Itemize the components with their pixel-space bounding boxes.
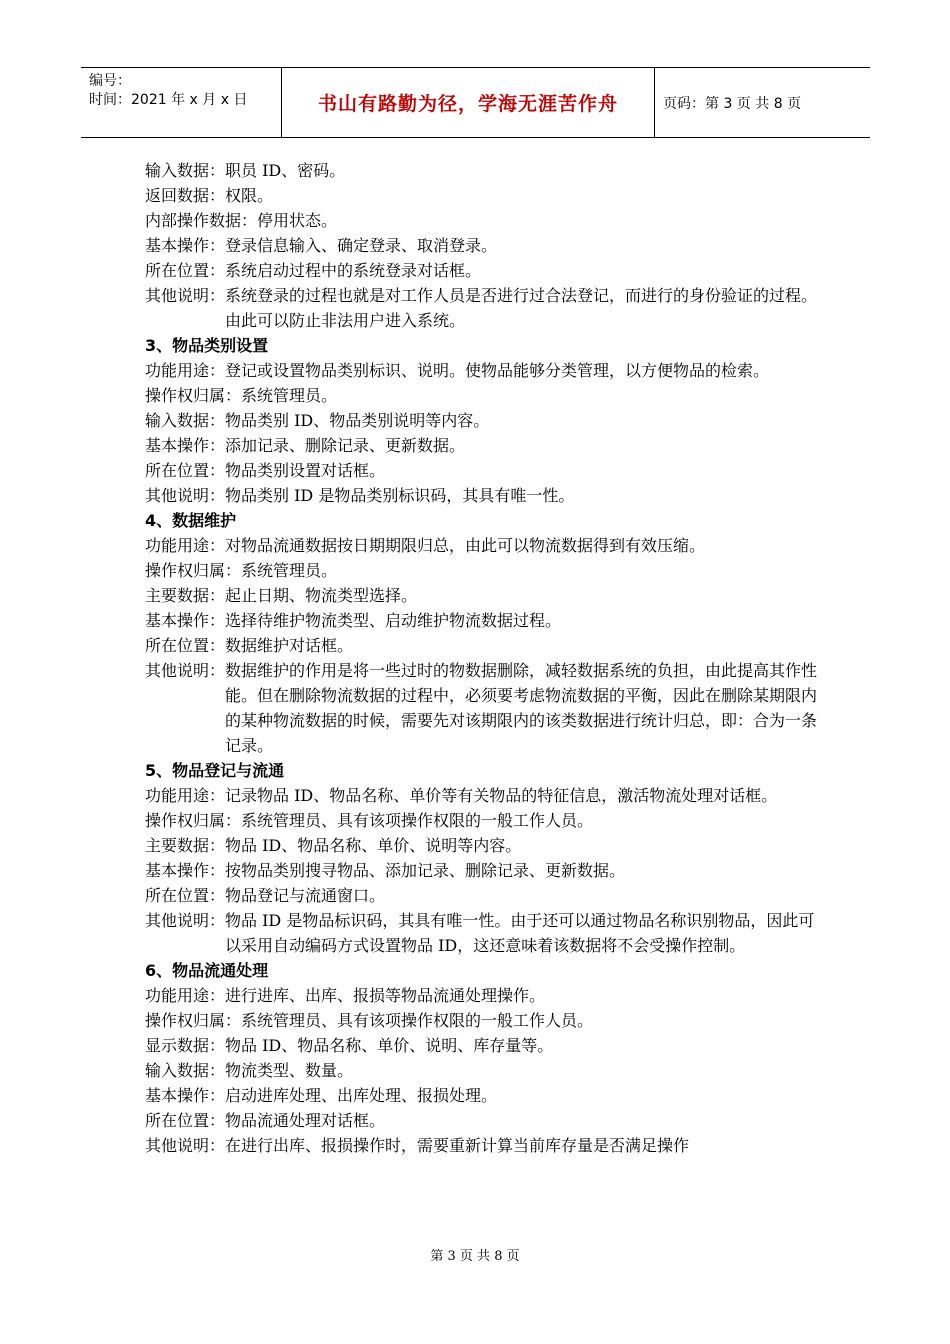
field-value: 物品类别 ID 是物品类别标识码，其具有唯一性。	[225, 486, 575, 505]
field-value: 物品登记与流通窗口。	[225, 886, 386, 905]
field-row	[145, 858, 820, 883]
field-row	[145, 283, 820, 333]
field-label: 基本操作：	[145, 861, 226, 880]
field-row	[145, 1133, 820, 1158]
field-row	[145, 533, 820, 558]
field-label: 输入数据：	[145, 411, 226, 430]
field-row	[145, 208, 820, 233]
field-label: 主要数据：	[145, 836, 226, 855]
field-label: 所在位置：	[145, 886, 226, 905]
field-row	[145, 358, 820, 383]
field-row	[145, 908, 820, 958]
field-row	[145, 1108, 820, 1133]
field-value: 系统启动过程中的系统登录对话框。	[225, 261, 482, 280]
field-row	[145, 1033, 820, 1058]
field-label: 输入数据：	[145, 1061, 226, 1080]
field-row	[145, 883, 820, 908]
field-value: 选择待维护物流类型、启动维护物流数据过程。	[225, 611, 562, 630]
section-heading: 4、数据维护	[145, 511, 237, 530]
field-label: 输入数据：	[145, 161, 226, 180]
field-label: 功能用途：	[145, 986, 226, 1005]
header-motto: 书山有路勤为径，学海无涯苦作舟	[282, 68, 655, 137]
field-value: 物流类型、数量。	[225, 1061, 354, 1080]
field-value: 登记或设置物品类别标识、说明。使物品能够分类管理，以方便物品的检索。	[225, 361, 770, 380]
field-value: 系统管理员、具有该项操作权限的一般工作人员。	[241, 811, 594, 830]
field-label: 其他说明：	[145, 911, 226, 930]
field-label: 其他说明：	[145, 486, 226, 505]
field-row	[145, 158, 820, 183]
field-value: 职员 ID、密码。	[225, 161, 346, 180]
field-label: 基本操作：	[145, 236, 226, 255]
field-label: 基本操作：	[145, 1086, 226, 1105]
field-value: 进行进库、出库、报损等物品流通处理操作。	[225, 986, 546, 1005]
field-label: 功能用途：	[145, 536, 226, 555]
field-value: 系统管理员。	[241, 386, 338, 405]
field-row	[145, 833, 820, 858]
field-row	[145, 1058, 820, 1083]
field-value: 按物品类别搜寻物品、添加记录、删除记录、更新数据。	[225, 861, 626, 880]
field-label: 操作权归属：	[145, 1011, 242, 1030]
field-label: 所在位置：	[145, 461, 226, 480]
field-label: 操作权归属：	[145, 386, 242, 405]
field-value: 物品 ID、物品名称、单价、说明等内容。	[225, 836, 522, 855]
field-row	[145, 233, 820, 258]
field-value: 系统管理员、具有该项操作权限的一般工作人员。	[241, 1011, 594, 1030]
document-body	[145, 158, 820, 1158]
header-page-number: 页码：第 3 页 共 8 页	[663, 95, 802, 112]
field-label: 显示数据：	[145, 1036, 226, 1055]
field-row	[145, 808, 820, 833]
field-label: 所在位置：	[145, 1111, 226, 1130]
field-value: 记录物品 ID、物品名称、单价等有关物品的特征信息，激活物流处理对话框。	[225, 786, 778, 805]
section-heading: 3、物品类别设置	[145, 336, 269, 355]
section-heading: 5、物品登记与流通	[145, 761, 285, 780]
page-footer: 第 3 页 共 8 页	[430, 1249, 520, 1264]
field-value: 对物品流通数据按日期期限归总，由此可以物流数据得到有效压缩。	[225, 536, 706, 555]
field-row	[145, 383, 820, 408]
field-label: 功能用途：	[145, 361, 226, 380]
field-label: 其他说明：	[145, 1136, 226, 1155]
field-value: 物品类别设置对话框。	[225, 461, 386, 480]
field-value: 添加记录、删除记录、更新数据。	[225, 436, 466, 455]
field-label: 操作权归属：	[145, 811, 242, 830]
field-label: 基本操作：	[145, 436, 226, 455]
field-value: 物品 ID 是物品标识码，其具有唯一性。由于还可以通过物品名称识别物品，因此可以采用自动编码方式设置物品 ID，这还意味着该数据将不会受操作控制。	[225, 911, 815, 955]
field-value: 物品流通处理对话框。	[225, 1111, 386, 1130]
field-label: 内部操作数据：	[145, 211, 258, 230]
field-label: 其他说明：	[145, 286, 226, 305]
field-row	[145, 658, 820, 758]
field-row	[145, 1008, 820, 1033]
field-row	[145, 558, 820, 583]
field-value: 系统管理员。	[241, 561, 338, 580]
header-date: 时间：2021 年 x 月 x 日	[89, 92, 248, 108]
field-value: 登录信息输入、确定登录、取消登录。	[225, 236, 498, 255]
field-label: 功能用途：	[145, 786, 226, 805]
field-row	[145, 633, 820, 658]
page-header	[81, 67, 870, 138]
field-row	[145, 983, 820, 1008]
field-row	[145, 408, 820, 433]
field-label: 所在位置：	[145, 261, 226, 280]
field-row	[145, 258, 820, 283]
field-label: 其他说明：	[145, 661, 226, 680]
field-value: 物品 ID、物品名称、单价、说明、库存量等。	[225, 1036, 554, 1055]
field-row	[145, 783, 820, 808]
field-label: 基本操作：	[145, 611, 226, 630]
field-label: 所在位置：	[145, 636, 226, 655]
field-value: 数据维护的作用是将一些过时的物数据删除，减轻数据系统的负担，由此提高其作性能。但在删除物流数据的过程中，必须要考虑物流数据的平衡，因此在删除某期限内的某种物流数据的时候，需要先对该期限内的该类数据进行统计归总，即：合为一条记录。	[225, 661, 818, 755]
field-label: 主要数据：	[145, 586, 226, 605]
field-value: 停用状态。	[257, 211, 338, 230]
field-row	[145, 183, 820, 208]
field-label: 返回数据：	[145, 186, 226, 205]
field-value: 数据维护对话框。	[225, 636, 354, 655]
section-heading: 6、物品流通处理	[145, 961, 269, 980]
header-meta	[81, 68, 282, 137]
field-value: 物品类别 ID、物品类别说明等内容。	[225, 411, 490, 430]
field-row	[145, 608, 820, 633]
field-value: 起止日期、物流类型选择。	[225, 586, 418, 605]
field-label: 操作权归属：	[145, 561, 242, 580]
field-value: 在进行出库、报损操作时，需要重新计算当前库存量是否满足操作	[225, 1136, 690, 1155]
field-row	[145, 433, 820, 458]
field-row	[145, 483, 820, 508]
field-row	[145, 458, 820, 483]
field-value: 启动进库处理、出库处理、报损处理。	[225, 1086, 498, 1105]
field-value: 权限。	[225, 186, 274, 205]
field-value: 系统登录的过程也就是对工作人员是否进行过合法登记，而进行的身份验证的过程。由此可以防止非法用户进入系统。	[225, 286, 818, 330]
field-row	[145, 583, 820, 608]
header-number: 编号：	[89, 73, 131, 89]
field-row	[145, 1083, 820, 1108]
